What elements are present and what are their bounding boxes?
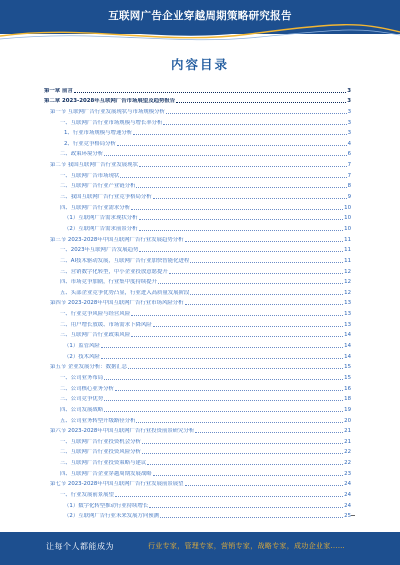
toc-entry-title: 三、互联网广告行业投资策略与建议	[60, 460, 147, 467]
toc-leader-dots	[115, 496, 343, 497]
table-of-contents	[44, 84, 351, 520]
toc-entry-title: 二、AI技术驱动发展，互联网广告行业加快智能化进程	[60, 257, 190, 264]
toc-entry[interactable]	[44, 371, 351, 382]
toc-entry-title: 第二章 2023-2028年互联网广告市场展望及趋势报告	[44, 98, 176, 105]
toc-leader-dots	[176, 102, 346, 103]
toc-entry-page: 12	[344, 279, 351, 286]
toc-leader-dots	[185, 485, 344, 486]
toc-entry[interactable]	[44, 382, 351, 393]
toc-leader-dots	[190, 262, 343, 263]
toc-entry-title: 四、互联网广告企业穿越周期发展战略	[60, 470, 152, 477]
footer-slogan: 让每个人都能成为	[46, 542, 114, 551]
toc-leader-dots	[153, 326, 343, 327]
toc-leader-dots	[153, 198, 347, 199]
toc-leader-dots	[139, 166, 347, 167]
toc-leader-dots	[136, 187, 346, 188]
toc-entry-page: 16	[344, 385, 351, 392]
toc-entry-title: 第二节 我国互联网广告行业发展现状	[50, 162, 138, 169]
toc-leader-dots	[142, 453, 343, 454]
toc-entry-title: 2、行业竞争格局分析	[64, 140, 116, 147]
toc-entry-title: 第五节 企业发展分析：数据汇总	[50, 364, 128, 371]
toc-entry[interactable]	[44, 169, 351, 180]
toc-leader-dots	[158, 283, 343, 284]
toc-leader-dots	[104, 400, 343, 401]
toc-entry[interactable]	[44, 244, 351, 255]
toc-entry-title: 三、我国互联网广告行业竞争格局分析	[60, 194, 152, 201]
toc-heading: 内容目录	[170, 57, 229, 72]
toc-entry-page: 11	[344, 247, 351, 254]
toc-entry-title: 四、互联网广告行业需求分析	[60, 204, 131, 211]
toc-entry-page: 9	[347, 194, 351, 201]
toc-entry[interactable]	[44, 158, 351, 169]
footer-tagline: 行业专家，管理专家，营销专家，战略专家，成功企业家……	[148, 542, 346, 550]
toc-leader-dots	[117, 145, 347, 146]
toc-entry-page: 15	[344, 364, 351, 371]
toc-entry[interactable]	[44, 446, 351, 457]
toc-entry[interactable]	[44, 95, 351, 106]
toc-entry[interactable]	[44, 276, 351, 287]
toc-entry-page: 11	[344, 236, 351, 243]
toc-entry-title: （2）技术风险	[64, 353, 100, 360]
toc-entry[interactable]	[44, 254, 351, 265]
toc-leader-dots	[153, 475, 343, 476]
toc-entry-title: （2）互联网广告行业未来发展方向预测	[64, 513, 160, 520]
toc-leader-dots	[163, 124, 346, 125]
toc-entry-page: 24	[344, 502, 351, 509]
toc-entry-page: 25	[344, 513, 351, 520]
toc-leader-dots	[115, 390, 343, 391]
toc-entry-title: 五、公司业务转型升级路径分析	[60, 417, 136, 424]
report-title: 互联网广告企业穿越周期策略研究报告	[108, 10, 292, 22]
toc-entry-title: 第一节 互联网广告行业发展现状与市场规模分析	[50, 108, 165, 115]
toc-leader-dots	[101, 358, 343, 359]
toc-leader-dots	[131, 336, 343, 337]
toc-entry-title: （1）数字化转型推动行业持续增长	[64, 502, 149, 509]
toc-entry-title: 一、行业竞争风险与经营风险	[60, 311, 131, 318]
toc-leader-dots	[104, 411, 343, 412]
toc-entry[interactable]	[44, 105, 351, 116]
toc-entry-page: 14	[344, 332, 351, 339]
toc-leader-dots	[74, 92, 346, 93]
toc-entry-page: 13	[344, 311, 351, 318]
toc-entry-page: 24	[344, 491, 351, 498]
toc-entry-page: 10	[344, 204, 351, 211]
toc-leader-dots	[147, 464, 343, 465]
toc-entry-page: 3	[347, 119, 351, 126]
toc-entry[interactable]	[44, 499, 351, 510]
toc-entry[interactable]	[44, 297, 351, 308]
toc-entry[interactable]	[44, 222, 351, 233]
toc-leader-dots	[101, 347, 343, 348]
toc-entry[interactable]	[44, 467, 351, 478]
toc-entry-title: 二、互联网广告行业产业链分析	[60, 183, 136, 190]
toc-entry-page: 12	[344, 268, 351, 275]
toc-entry-title: 第四节 2023-2028年中国互联网广告行业市场风险分析	[50, 300, 184, 307]
toc-entry-page: 24	[344, 481, 351, 488]
toc-entry[interactable]	[44, 318, 351, 329]
toc-entry-title: 第一章 前言	[44, 87, 73, 94]
toc-entry-title: 一、行业发展前景展望	[60, 491, 114, 498]
toc-leader-dots	[139, 219, 344, 220]
toc-entry-page: 22	[344, 460, 351, 467]
toc-entry-title: 第六节 2023-2028年中国互联网广告行业投资前景研究分析	[50, 428, 195, 435]
toc-entry[interactable]	[44, 339, 351, 350]
toc-entry-title: 第三节 2023-2028年中国互联网广告行业发展趋势分析	[50, 236, 184, 243]
toc-entry[interactable]	[44, 190, 351, 201]
toc-entry-page: 13	[344, 321, 351, 328]
toc-entry-page: 7	[347, 162, 351, 169]
toc-entry[interactable]	[44, 127, 351, 138]
toc-entry-page: 3	[347, 87, 351, 94]
toc-entry-page: 7	[347, 172, 351, 179]
toc-entry-page: 6	[347, 151, 351, 158]
toc-entry-title: 四、公司发展战略	[60, 406, 104, 413]
toc-entry[interactable]	[44, 393, 351, 404]
toc-entry-page: 14	[344, 343, 351, 350]
toc-entry-title: 三、互联网广告行业政策风险	[60, 332, 131, 339]
toc-entry-page: 10	[344, 215, 351, 222]
header-wave	[0, 20, 400, 46]
toc-entry[interactable]	[44, 478, 351, 489]
toc-entry[interactable]	[44, 116, 351, 127]
toc-entry-title: 1、行业市场规模与增速分析	[64, 130, 133, 137]
toc-entry-page: 14	[344, 353, 351, 360]
toc-leader-dots	[160, 517, 343, 518]
toc-entry-title: 三、营销数字化转型，中小企业投放意愿提升	[60, 268, 168, 275]
toc-entry-title: 一、公司业务布局	[60, 374, 104, 381]
toc-entry[interactable]	[44, 329, 351, 340]
toc-entry[interactable]	[44, 307, 351, 318]
toc-entry[interactable]	[44, 180, 351, 191]
toc-leader-dots	[120, 177, 346, 178]
toc-entry-title: 四、市场竞争加剧，行业集中度持续提升	[60, 279, 158, 286]
toc-entry[interactable]	[44, 84, 351, 95]
toc-entry-page: 21	[344, 428, 351, 435]
toc-entry-title: 第七节 2023-2028年中国互联网广告行业发展前景展望	[50, 481, 184, 488]
toc-entry-page: 20	[344, 417, 351, 424]
toc-leader-dots	[136, 422, 343, 423]
toc-leader-dots	[190, 294, 343, 295]
toc-entry-page: 15	[344, 374, 351, 381]
toc-entry[interactable]	[44, 456, 351, 467]
toc-leader-dots	[149, 507, 343, 508]
toc-leader-dots	[133, 134, 346, 135]
toc-entry-page: 3	[347, 98, 351, 105]
toc-leader-dots	[166, 113, 347, 114]
toc-entry[interactable]	[44, 361, 351, 372]
toc-leader-dots	[195, 432, 343, 433]
toc-leader-dots	[139, 230, 344, 231]
toc-entry-title: 三、公司竞争优势	[60, 396, 104, 403]
toc-entry-title: 二、政策环境分析	[60, 151, 104, 158]
toc-entry-title: （1）监管风险	[64, 343, 100, 350]
toc-entry[interactable]	[44, 350, 351, 361]
toc-entry-page: 13	[344, 300, 351, 307]
toc-leader-dots	[139, 251, 343, 252]
toc-leader-dots	[131, 315, 343, 316]
toc-entry-title: 一、互联网广告行业市场规模与增长率分析	[60, 119, 163, 126]
toc-entry[interactable]	[44, 148, 351, 159]
toc-leader-dots	[131, 209, 343, 210]
toc-leader-dots	[169, 273, 343, 274]
toc-entry-page: 19	[344, 406, 351, 413]
toc-entry[interactable]	[44, 414, 351, 425]
toc-entry-page: 21	[344, 438, 351, 445]
toc-leader-dots	[128, 368, 343, 369]
toc-entry-page: 11	[344, 257, 351, 264]
toc-entry-title: （1）互联网广告需求现状分析	[64, 215, 138, 222]
toc-leader-dots	[142, 443, 343, 444]
toc-entry-page: 3	[347, 108, 351, 115]
toc-entry-page: 10	[344, 225, 351, 232]
toc-leader-dots	[185, 304, 344, 305]
toc-entry-title: 一、2023年互联网广告发展趋势	[60, 247, 139, 254]
toc-entry-title: 五、头部企业竞争优势凸显，行业进入高质量发展阶段	[60, 289, 190, 296]
toc-entry-title: 一、互联网广告行业投资机会分析	[60, 438, 141, 445]
toc-entry-page: 4	[347, 140, 351, 147]
toc-leader-dots	[104, 379, 343, 380]
toc-entry[interactable]	[44, 201, 351, 212]
toc-entry-page: 12	[344, 289, 351, 296]
toc-entry[interactable]	[44, 488, 351, 499]
toc-entry-title: （2）互联网广告需求前景分析	[64, 225, 138, 232]
toc-entry[interactable]	[44, 233, 351, 244]
toc-entry[interactable]	[44, 137, 351, 148]
toc-leader-dots	[104, 155, 346, 156]
toc-entry-title: 二、公司核心业务分析	[60, 385, 114, 392]
toc-entry[interactable]	[44, 435, 351, 446]
toc-entry[interactable]	[44, 286, 351, 297]
toc-entry-page: 23	[344, 470, 351, 477]
toc-entry-page: 8	[347, 183, 351, 190]
page-marker	[351, 515, 355, 516]
toc-entry[interactable]	[44, 510, 351, 521]
toc-entry-page: 3	[347, 130, 351, 137]
toc-entry[interactable]	[44, 425, 351, 436]
toc-entry-page: 22	[344, 449, 351, 456]
toc-entry-page: 18	[344, 396, 351, 403]
toc-leader-dots	[185, 241, 344, 242]
toc-entry[interactable]	[44, 403, 351, 414]
toc-entry-title: 二、互联网广告行业投资风险分析	[60, 449, 141, 456]
toc-entry[interactable]	[44, 212, 351, 223]
toc-entry-title: 二、用户增长放缓、市场需求下降风险	[60, 321, 152, 328]
toc-entry-title: 一、互联网广告市场现状	[60, 172, 120, 179]
toc-entry[interactable]	[44, 265, 351, 276]
